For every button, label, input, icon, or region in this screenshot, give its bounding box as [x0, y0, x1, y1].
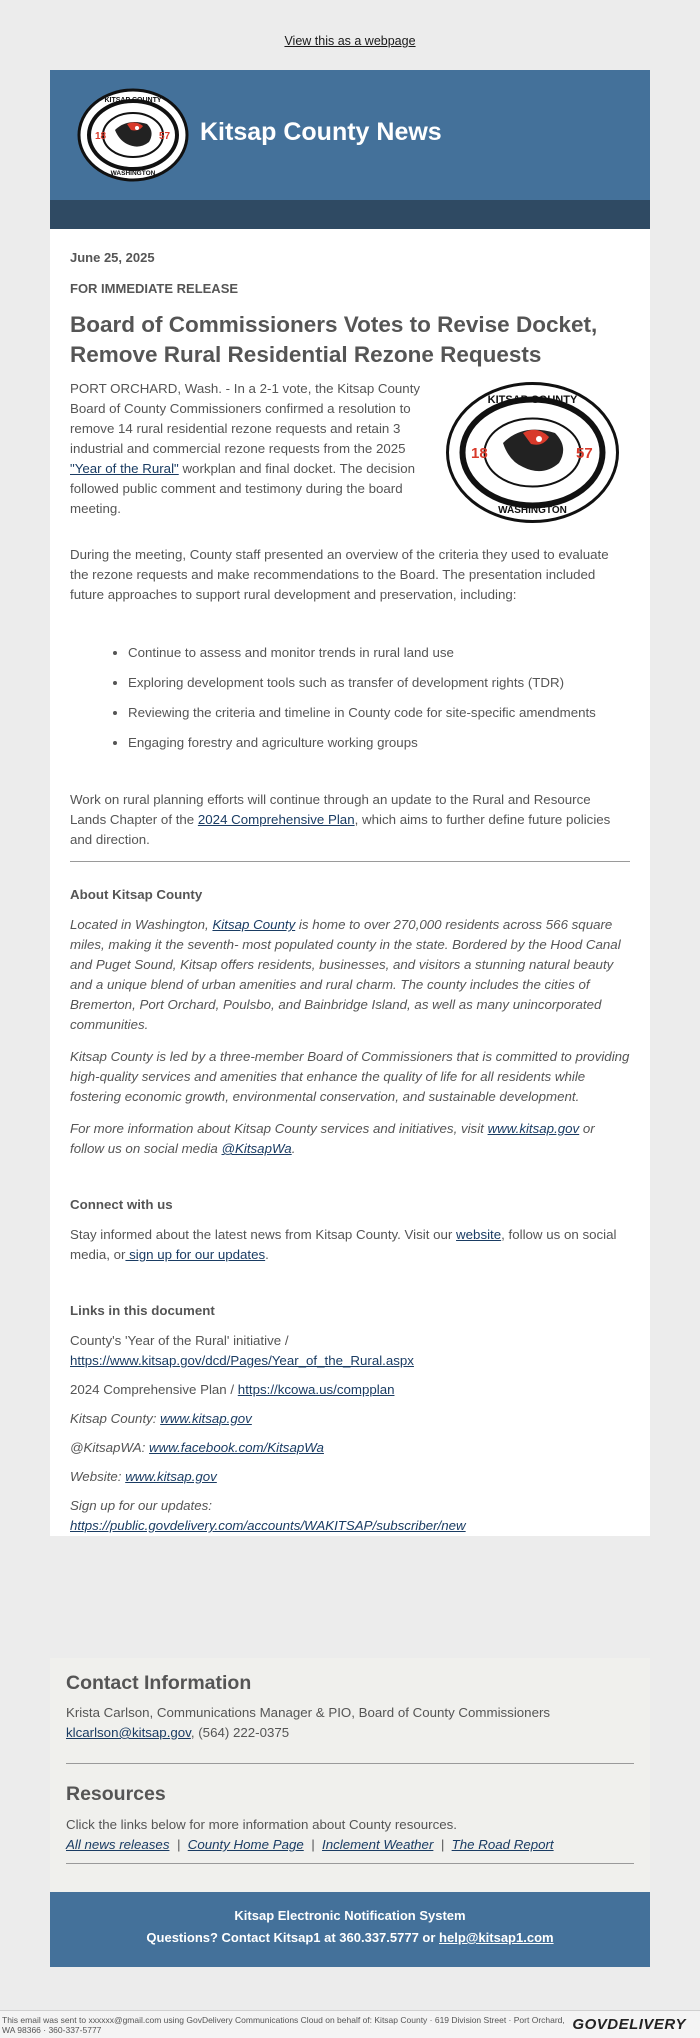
resource-links [66, 1835, 634, 1855]
planning-text-start: Work on rural planning efforts will continue through an update to the Rural and Resource Lands Chapter of the [70, 792, 591, 827]
lead-paragraph [70, 379, 440, 519]
resources-intro: Click the links below for more information about County resources. [66, 1817, 457, 1832]
county-seal-logo [77, 88, 189, 182]
kitsap-gov-url[interactable]: www.kitsap.gov [160, 1411, 252, 1426]
govdelivery-logo[interactable]: GOVDELIVERY [572, 2016, 686, 2033]
article-date: June 25, 2025 [70, 250, 155, 265]
lead-section [70, 379, 630, 527]
logo-right-number: 57 [159, 131, 171, 142]
road-report-link[interactable]: The Road Report [451, 1837, 554, 1852]
logo-left-number: 18 [95, 131, 107, 142]
planning-text-end: , which aims to further define future policies and direction. [70, 812, 611, 847]
link-entry-website [70, 1467, 630, 1487]
contact-phone: , (564) 222-0375 [190, 1725, 290, 1740]
questions-line [50, 1930, 650, 1945]
header-divider-bar [50, 200, 650, 229]
about-paragraph-2: Kitsap County is led by a three-member Board of Commissioners that is committed to providing high-quality services and amenities that enhance the quality of life for all residents while fostering economic growth, environmental conservation, and sustainable development. [70, 1049, 630, 1104]
link-separator: | [311, 1837, 315, 1852]
link-separator: | [440, 1837, 445, 1852]
contact-heading: Contact Information [66, 1672, 252, 1694]
link-label: Sign up for our updates: [70, 1498, 212, 1513]
header-banner [50, 70, 650, 200]
newsletter-title: Kitsap County News [200, 118, 442, 146]
about3-text-mid: or follow us on social media [70, 1121, 595, 1156]
article-body [50, 250, 650, 1536]
logo-bottom-text: WASHINGTON [110, 170, 156, 177]
lead-text-start: PORT ORCHARD, Wash. - In a 2-1 vote, the Kitsap County Board of County Commissioners confirmed a resolution to remove 14 rural residential rezone requests and retain 3 industrial and commercial rezone requests from the 2025 [70, 381, 421, 456]
about-text-end: is home to over 270,000 residents across 566 square miles, making it the seventh- most populated county in the state. Bordered by the Hood Canal and Puget Sound, Kitsap offers residents, businesses, and visitors a stunning natural beauty and a unique blend of urban amenities and rural charm. The county includes the cities of Bremerton, Port Orchard, Poulsbo, and Bainbridge Island, as well as many unincorporated communities. [70, 917, 621, 1032]
link-label: County's 'Year of the Rural' initiative / [70, 1333, 289, 1348]
link-entry-kitsap [70, 1409, 630, 1429]
help-email-link[interactable]: help@kitsap1.com [439, 1930, 554, 1945]
link-entry-rural [70, 1331, 630, 1371]
about-heading: About Kitsap County [70, 887, 203, 902]
signup-url[interactable]: https://public.govdelivery.com/accounts/WAKITSAP/subscriber/new [70, 1518, 466, 1533]
about3-text-start: For more information about Kitsap County services and initiatives, visit [70, 1121, 488, 1136]
links-heading: Links in this document [70, 1303, 215, 1318]
comprehensive-plan-link[interactable]: 2024 Comprehensive Plan [197, 812, 355, 827]
large-logo-left-number: 18 [471, 445, 488, 462]
connect-paragraph [70, 1225, 630, 1265]
logo-top-text: KITSAP COUNTY [104, 97, 162, 104]
approaches-list [70, 643, 630, 753]
view-webpage-link[interactable]: View this as a webpage [284, 34, 416, 48]
govdelivery-footer [0, 2010, 700, 2038]
about-text-start: Located in Washington, [70, 917, 213, 932]
kitsapwa-social-link[interactable]: @KitsapWa [221, 1141, 292, 1156]
link-separator: | [176, 1837, 181, 1852]
kitsap-gov-link[interactable]: www.kitsap.gov [487, 1121, 580, 1136]
link-label: @KitsapWA: [70, 1440, 150, 1455]
notification-footer [50, 1892, 650, 1967]
contact-details [66, 1723, 634, 1743]
lead-text-end: workplan and final docket. The decision followed public comment and testimony during the board meeting. [70, 461, 416, 516]
list-item: • Exploring development tools such as transfer of development rights (TDR) [128, 673, 630, 693]
about-paragraph-3 [70, 1119, 630, 1159]
link-entry-facebook [70, 1438, 630, 1458]
county-home-page-link[interactable]: County Home Page [187, 1837, 304, 1852]
county-seal-large [445, 381, 620, 524]
meeting-paragraph: During the meeting, County staff presented an overview of the criteria they used to evaluate the rezone requests and make recommendations to the Board. The presentation included future approaches to support rural development and preservation, including: [70, 547, 609, 602]
website-link[interactable]: website [456, 1227, 502, 1242]
list-item: • Engaging forestry and agriculture working groups [128, 733, 630, 753]
contact-person: Krista Carlson, Communications Manager & PIO, Board of County Commissioners [66, 1705, 551, 1720]
kitsap-county-link[interactable]: Kitsap County [212, 917, 296, 932]
resources-heading: Resources [66, 1783, 166, 1805]
large-logo-bottom-text: WASHINGTON [498, 505, 567, 516]
view-webpage-bar [0, 34, 700, 48]
contact-email-link[interactable]: klcarlson@kitsap.gov [66, 1725, 191, 1740]
large-logo-right-number: 57 [576, 445, 593, 462]
list-item: • Continue to assess and monitor trends in rural land use [128, 643, 630, 663]
article-headline: Board of Commissioners Votes to Revise Docket, Remove Rural Residential Rezone Requests [70, 312, 598, 367]
link-label: 2024 Comprehensive Plan / [70, 1382, 238, 1397]
list-item: • Reviewing the criteria and timeline in County code for site-specific amendments [128, 703, 630, 723]
email-sent-notice: This email was sent to xxxxxx@gmail.com using GovDelivery Communications Cloud on behalf of: Kitsap County · 619 Division Street · Port Orchard, WA 98366 · 360-337-5777 [2, 2015, 565, 2035]
all-news-releases-link[interactable]: All news releases [66, 1837, 170, 1852]
link-label: Website: [70, 1469, 126, 1484]
large-logo-top-text: KITSAP COUNTY [487, 394, 578, 406]
connect-text-start: Stay informed about the latest news from Kitsap County. Visit our [70, 1227, 457, 1242]
links-list [70, 1331, 630, 1536]
website-url[interactable]: www.kitsap.gov [125, 1469, 217, 1484]
section-divider [70, 861, 630, 862]
connect-text-end: . [265, 1247, 269, 1262]
connect-heading: Connect with us [70, 1197, 173, 1212]
compplan-url[interactable]: https://kcowa.us/compplan [237, 1382, 395, 1397]
newsletter-container [50, 70, 650, 1536]
year-of-rural-link[interactable]: "Year of the Rural" [70, 461, 179, 476]
signup-updates-link[interactable]: sign up for our updates [125, 1247, 266, 1262]
facebook-url[interactable]: www.facebook.com/KitsapWa [149, 1440, 324, 1455]
link-label: Kitsap County: [70, 1411, 161, 1426]
link-entry-signup [70, 1496, 500, 1536]
contact-divider [66, 1763, 634, 1764]
about3-text-end: . [291, 1141, 296, 1156]
notification-system-title: Kitsap Electronic Notification System [234, 1908, 466, 1923]
about-paragraph-1 [70, 915, 630, 1035]
planning-paragraph [70, 790, 630, 850]
contact-section [50, 1658, 650, 1892]
connect-text-mid: , follow us on social media, or [70, 1227, 617, 1262]
link-entry-compplan [70, 1380, 630, 1400]
inclement-weather-link[interactable]: Inclement Weather [322, 1837, 434, 1852]
release-label: FOR IMMEDIATE RELEASE [70, 281, 239, 296]
rural-initiative-url[interactable]: https://www.kitsap.gov/dcd/Pages/Year_of_the_Rural.aspx [70, 1353, 414, 1368]
resources-divider [66, 1863, 634, 1864]
questions-text: Questions? Contact Kitsap1 at 360.337.5777 or [146, 1930, 440, 1945]
